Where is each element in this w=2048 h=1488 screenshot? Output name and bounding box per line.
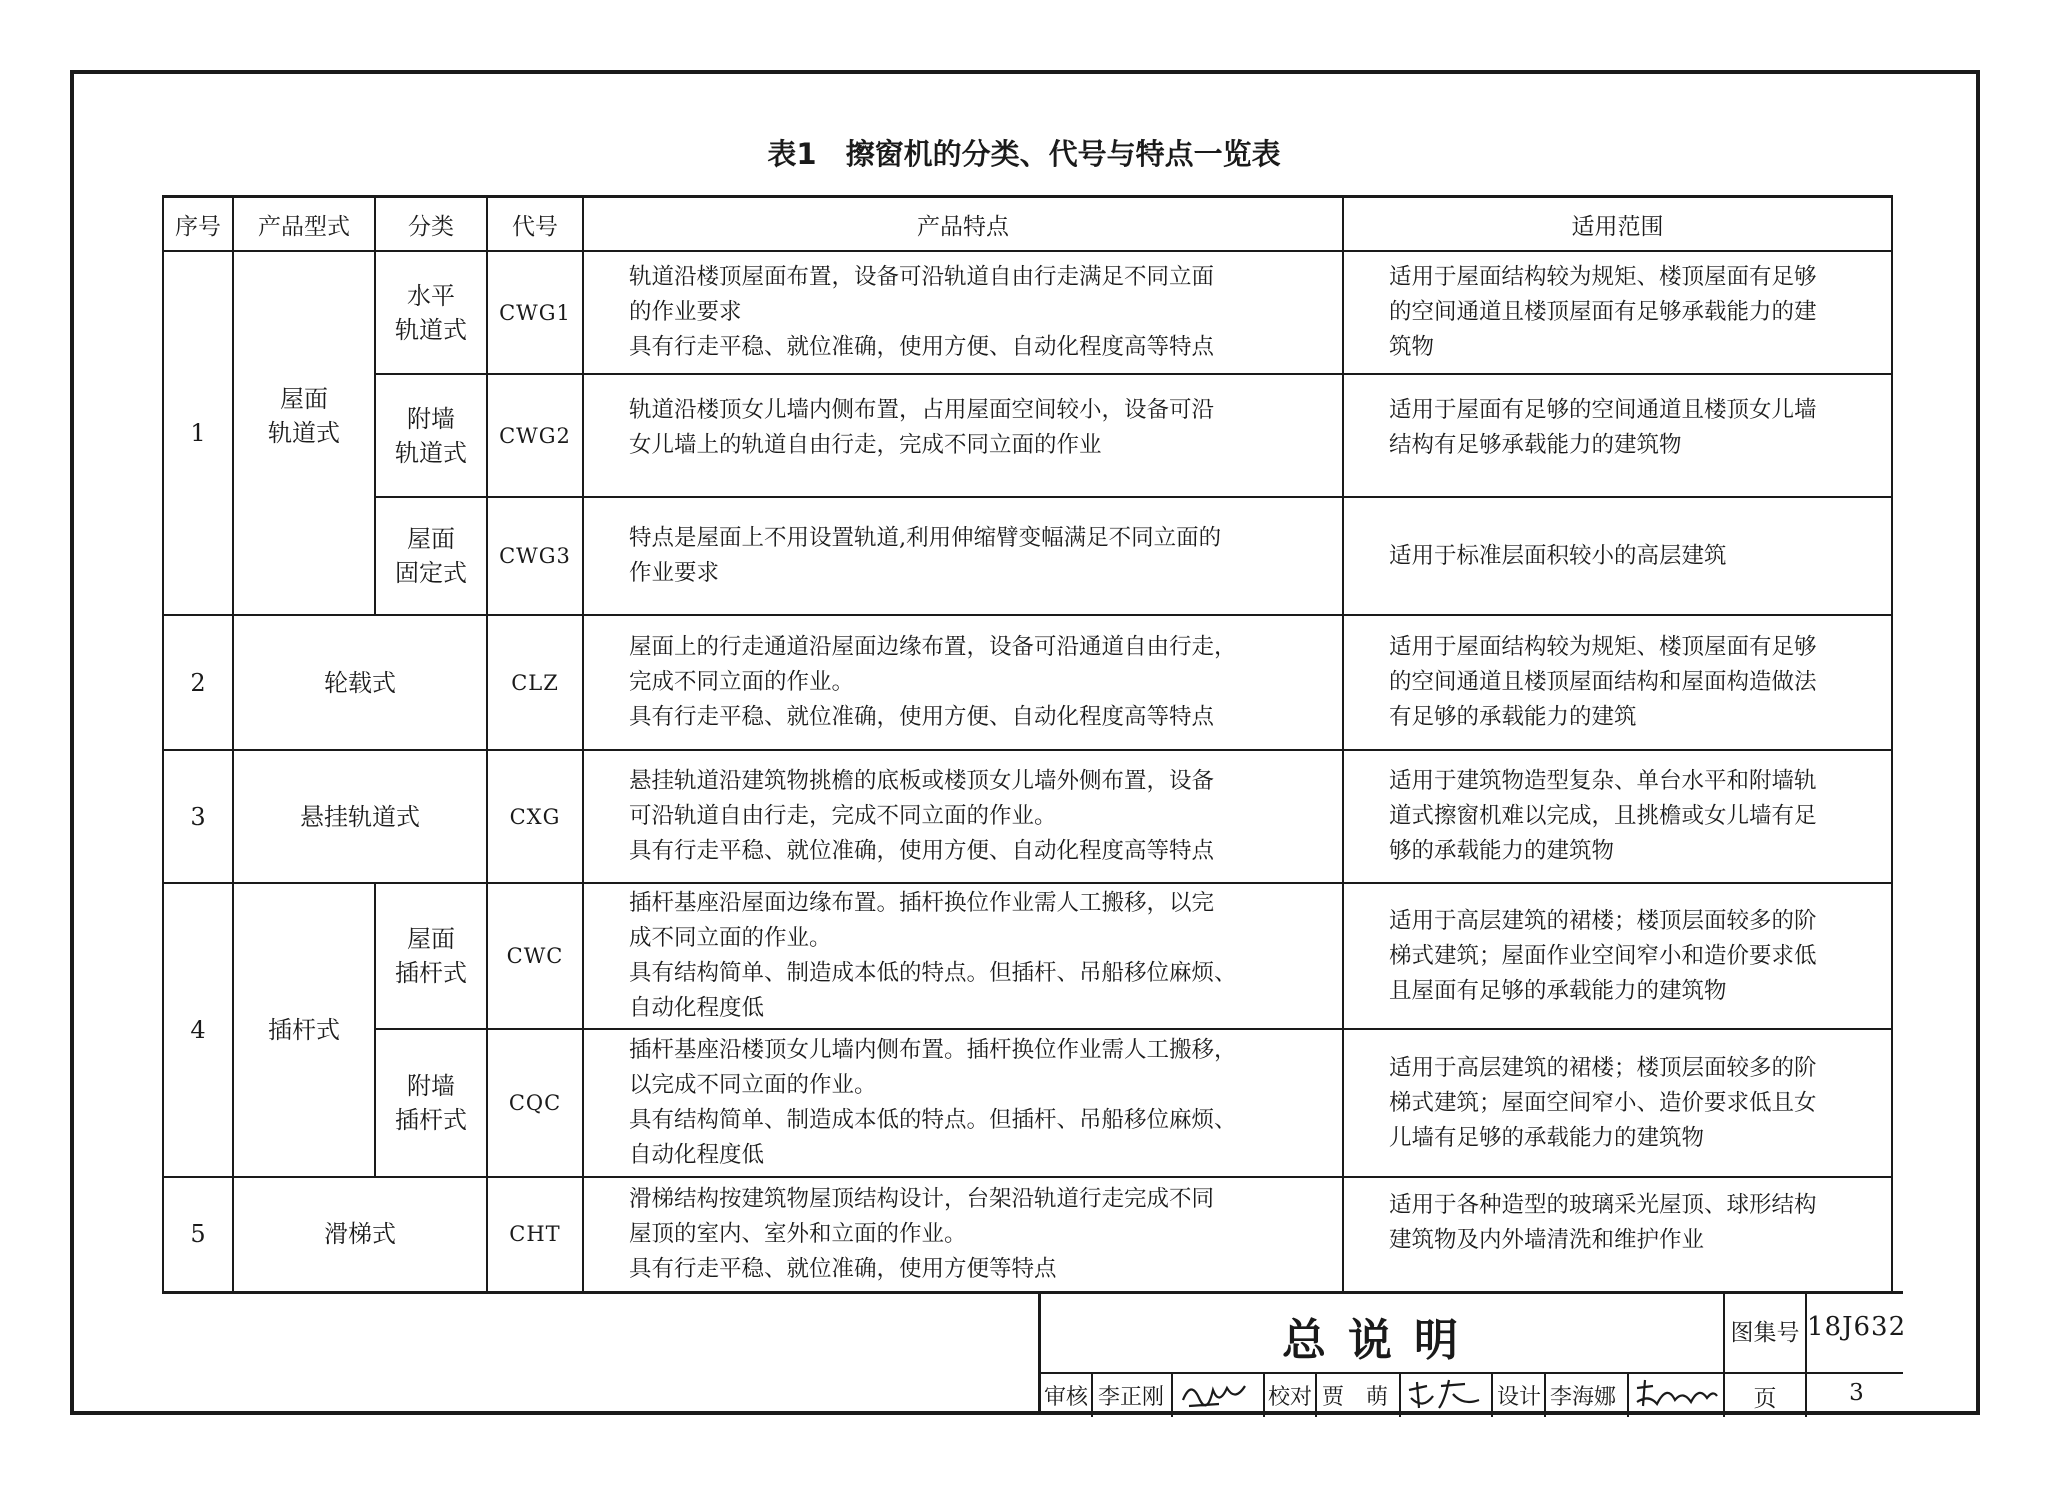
header-scope: 适用范围 bbox=[1343, 197, 1892, 252]
row-features: 插杆基座沿屋面边缘布置。插杆换位作业需人工搬移，以完 成不同立面的作业。 具有结构简单、制造成本低的特点。但插杆、吊船移位麻烦、 自动化程度低 bbox=[583, 883, 1343, 1029]
design-signature bbox=[1633, 1376, 1719, 1414]
table-title: 表1 擦窗机的分类、代号与特点一览表 bbox=[767, 137, 1281, 171]
row-no: 4 bbox=[163, 883, 233, 1177]
divider bbox=[1171, 1372, 1173, 1417]
check-label: 校对 bbox=[1268, 1385, 1313, 1410]
row-code: CQC bbox=[487, 1029, 583, 1177]
row-code: CWG1 bbox=[487, 251, 583, 374]
sheet-title: 总说明 bbox=[1282, 1315, 1480, 1366]
divider bbox=[1491, 1372, 1493, 1417]
divider bbox=[1399, 1372, 1401, 1417]
page-number: 3 bbox=[1849, 1380, 1864, 1406]
row-scope: 适用于标准层面积较小的高层建筑 bbox=[1343, 497, 1892, 615]
divider bbox=[1544, 1372, 1546, 1417]
row-type: 插杆式 bbox=[233, 883, 375, 1177]
table-row bbox=[163, 1029, 1892, 1177]
row-code: CWC bbox=[487, 883, 583, 1029]
row-category: 水平 轨道式 bbox=[375, 251, 487, 374]
divider bbox=[1627, 1372, 1629, 1417]
row-features: 悬挂轨道沿建筑物挑檐的底板或楼顶女儿墙外侧布置，设备 可沿轨道自由行走，完成不同立面的作业。 具有行走平稳、就位准确，使用方便、自动化程度高等特点 bbox=[583, 750, 1343, 883]
row-scope: 适用于高层建筑的裙楼；楼顶层面较多的阶 梯式建筑；屋面空间窄小、造价要求低且女 儿墙有足够的承载能力的建筑物 bbox=[1343, 1029, 1892, 1177]
table-row bbox=[163, 750, 1892, 883]
row-code: CLZ bbox=[487, 615, 583, 750]
check-signature bbox=[1405, 1376, 1485, 1414]
row-category: 附墙 轨道式 bbox=[375, 374, 487, 497]
page-label: 页 bbox=[1753, 1386, 1777, 1412]
row-scope: 适用于屋面结构较为规矩、楼顶屋面有足够 的空间通道且楼顶屋面结构和屋面构造做法 有足够的承载能力的建筑 bbox=[1343, 615, 1892, 750]
row-code: CWG3 bbox=[487, 497, 583, 615]
row-code: CHT bbox=[487, 1177, 583, 1292]
design-label: 设计 bbox=[1497, 1385, 1542, 1410]
row-scope: 适用于高层建筑的裙楼；楼顶层面较多的阶 梯式建筑；屋面作业空间窄小和造价要求低 且屋面有足够的承载能力的建筑物 bbox=[1343, 883, 1892, 1029]
row-scope: 适用于屋面结构较为规矩、楼顶屋面有足够 的空间通道且楼顶屋面有足够承载能力的建 筑物 bbox=[1343, 251, 1892, 374]
row-category: 屋面 插杆式 bbox=[375, 883, 487, 1029]
row-features: 插杆基座沿楼顶女儿墙内侧布置。插杆换位作业需人工搬移， 以完成不同立面的作业。 具有结构简单、制造成本低的特点。但插杆、吊船移位麻烦、 自动化程度低 bbox=[583, 1029, 1343, 1177]
row-no: 1 bbox=[163, 251, 233, 615]
header-type: 产品型式 bbox=[233, 197, 375, 252]
row-scope: 适用于各种造型的玻璃采光屋顶、球形结构 建筑物及内外墙清洗和维护作业 bbox=[1343, 1177, 1892, 1292]
row-no: 2 bbox=[163, 615, 233, 750]
review-name: 李正刚 bbox=[1098, 1385, 1165, 1410]
header-category: 分类 bbox=[375, 197, 487, 252]
row-code: CWG2 bbox=[487, 374, 583, 497]
row-features: 轨道沿楼顶屋面布置，设备可沿轨道自由行走满足不同立面 的作业要求 具有行走平稳、就位准确，使用方便、自动化程度高等特点 bbox=[583, 251, 1343, 374]
classification-table bbox=[162, 195, 1893, 1294]
row-type: 悬挂轨道式 bbox=[233, 750, 487, 883]
row-type: 滑梯式 bbox=[233, 1177, 487, 1292]
row-features: 滑梯结构按建筑物屋顶结构设计，台架沿轨道行走完成不同 屋顶的室内、室外和立面的作业。 具有行走平稳、就位准确，使用方便等特点 bbox=[583, 1177, 1343, 1292]
row-type: 屋面 轨道式 bbox=[233, 251, 375, 615]
row-features: 轨道沿楼顶女儿墙内侧布置，占用屋面空间较小，设备可沿 女儿墙上的轨道自由行走，完成不同立面的作业 bbox=[583, 374, 1343, 497]
divider bbox=[1091, 1372, 1093, 1417]
header-no: 序号 bbox=[163, 197, 233, 252]
row-no: 3 bbox=[163, 750, 233, 883]
table-row bbox=[163, 883, 1892, 1029]
header-features: 产品特点 bbox=[583, 197, 1343, 252]
row-scope: 适用于建筑物造型复杂、单台水平和附墙轨 道式擦窗机难以完成，且挑檐或女儿墙有足 够的承载能力的建筑物 bbox=[1343, 750, 1892, 883]
review-signature bbox=[1179, 1376, 1249, 1414]
row-no: 5 bbox=[163, 1177, 233, 1292]
divider bbox=[1263, 1372, 1265, 1417]
row-category: 屋面 固定式 bbox=[375, 497, 487, 615]
divider bbox=[1315, 1372, 1317, 1417]
table-row bbox=[163, 615, 1892, 750]
header-code: 代号 bbox=[487, 197, 583, 252]
check-name: 贾 萌 bbox=[1322, 1385, 1389, 1410]
table-row bbox=[163, 251, 1892, 374]
row-type: 轮载式 bbox=[233, 615, 487, 750]
row-scope: 适用于屋面有足够的空间通道且楼顶女儿墙 结构有足够承载能力的建筑物 bbox=[1343, 374, 1892, 497]
table-row bbox=[163, 374, 1892, 497]
row-features: 特点是屋面上不用设置轨道,利用伸缩臂变幅满足不同立面的 作业要求 bbox=[583, 497, 1343, 615]
design-name: 李海娜 bbox=[1550, 1385, 1617, 1410]
title-block bbox=[1038, 1291, 1907, 1414]
row-category: 附墙 插杆式 bbox=[375, 1029, 487, 1177]
row-code: CXG bbox=[487, 750, 583, 883]
review-label: 审核 bbox=[1044, 1385, 1089, 1410]
row-features: 屋面上的行走通道沿屋面边缘布置，设备可沿通道自由行走， 完成不同立面的作业。 具有行走平稳、就位准确，使用方便、自动化程度高等特点 bbox=[583, 615, 1343, 750]
header-row bbox=[163, 197, 1892, 252]
table-row bbox=[163, 497, 1892, 615]
table-row bbox=[163, 1177, 1892, 1292]
atlas-number: 18J632 bbox=[1807, 1312, 1907, 1342]
atlas-label: 图集号 bbox=[1730, 1320, 1800, 1346]
